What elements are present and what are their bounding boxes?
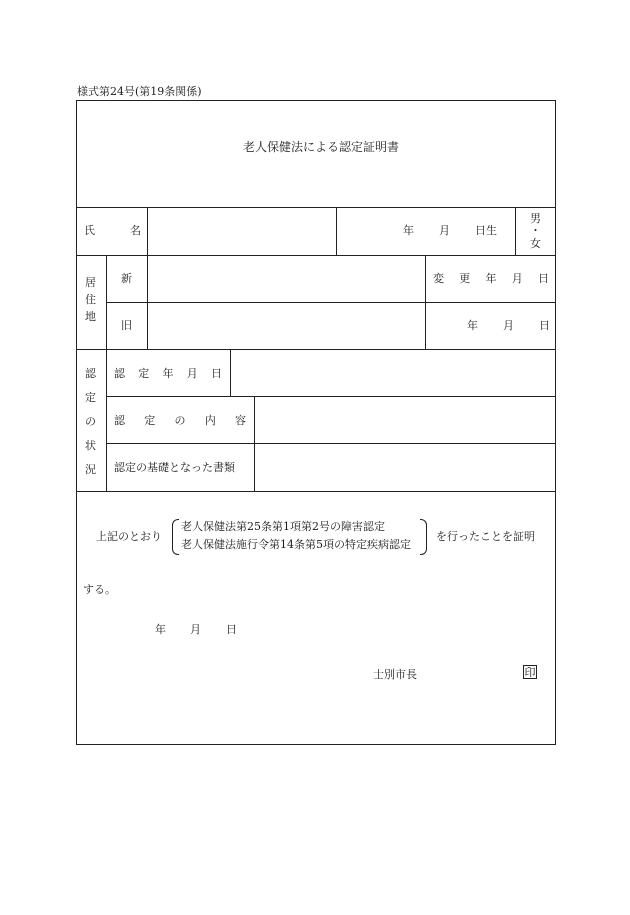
document-title: 老人保健法による認定証明書 [243, 140, 400, 154]
date-month-label: 月 [190, 623, 201, 636]
birth-year-label: 年 [403, 224, 414, 237]
divider [230, 349, 231, 396]
statement-continuation: する。 [83, 583, 116, 596]
certification-content-label: 認 定 の 内 容 [114, 414, 246, 427]
divider [106, 349, 107, 491]
sex-female: 女 [530, 237, 541, 250]
divider [425, 255, 426, 349]
divider [76, 349, 556, 350]
divider [106, 396, 556, 397]
divider [515, 207, 516, 255]
right-bracket [420, 519, 427, 555]
change-date-label: 変 更 年 月 日 [433, 272, 549, 285]
old-date-day: 日 [539, 319, 550, 332]
statement-prefix: 上記のとおり [96, 530, 162, 543]
divider [106, 255, 107, 349]
certification-basis-label: 認定の基礎となった書類 [114, 461, 235, 474]
date-year-label: 年 [155, 623, 166, 636]
certification-status-label: 認 定 の 状 況 [85, 367, 96, 476]
divider [106, 443, 556, 444]
residence-new-label: 新 [121, 272, 132, 285]
statement-suffix: を行ったことを証明 [436, 530, 535, 543]
seal-stamp: 印 [524, 666, 536, 679]
divider [76, 491, 556, 492]
form-number: 様式第24号(第19条関係) [77, 85, 202, 98]
sex-male: 男 [530, 212, 541, 225]
name-label-2: 名 [130, 224, 141, 237]
divider [147, 255, 148, 349]
residence-old-label: 旧 [121, 319, 132, 332]
old-date-year: 年 [467, 319, 478, 332]
divider [76, 207, 556, 208]
old-date-month: 月 [503, 319, 514, 332]
residence-label: 居 住 地 [85, 276, 96, 323]
divider [76, 255, 556, 256]
issuer: 士別市長 [373, 668, 417, 681]
certification-date-label: 認 定 年 月 日 [114, 367, 222, 380]
divider [147, 207, 148, 255]
sex-separator: ・ [530, 224, 541, 237]
divider [254, 396, 255, 491]
birth-day-label: 日生 [475, 224, 497, 237]
statement-option-1: 老人保健法第25条第1項第2号の障害認定 [181, 520, 385, 533]
left-bracket [172, 519, 179, 555]
date-day-label: 日 [226, 623, 237, 636]
name-label-1: 氏 [84, 224, 95, 237]
statement-option-2: 老人保健法施行令第14条第5項の特定疾病認定 [181, 538, 411, 551]
birth-month-label: 月 [439, 224, 450, 237]
divider [106, 302, 556, 303]
divider [336, 207, 337, 255]
